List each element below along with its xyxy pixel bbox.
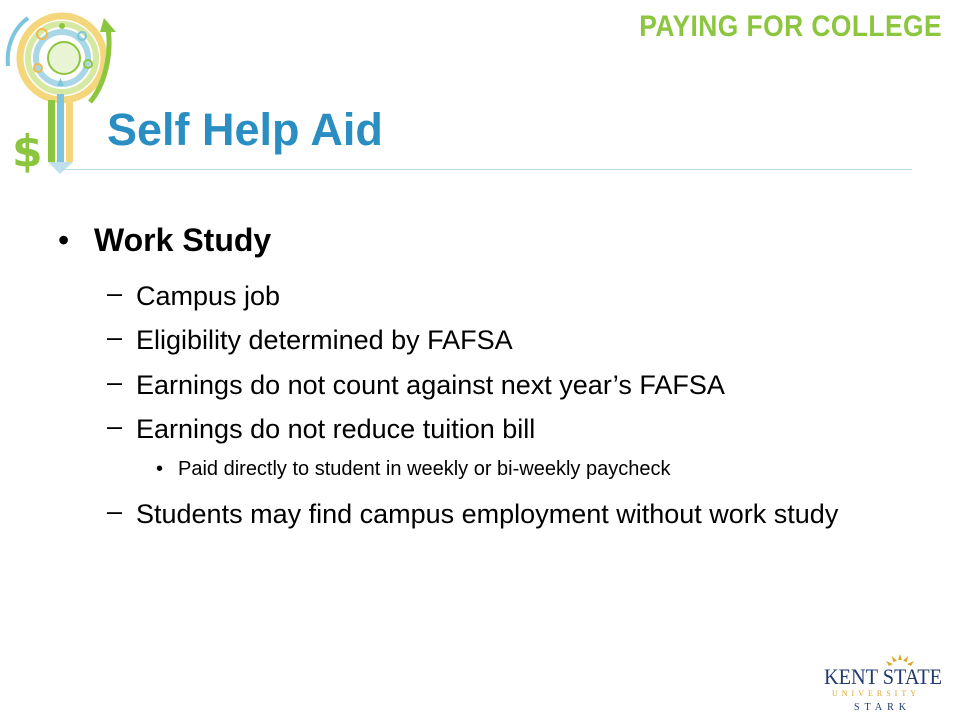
svg-text:STARK: STARK bbox=[854, 702, 911, 713]
bullet-text: Work Study bbox=[94, 222, 272, 258]
svg-text:KENT STATE: KENT STATE bbox=[824, 664, 942, 689]
dash-marker: – bbox=[107, 367, 123, 397]
slide-title: Self Help Aid bbox=[107, 104, 383, 155]
sub-bullet-text: Earnings do not count against next year’s FAFSA bbox=[136, 370, 725, 400]
svg-text:UNIVERSITY: UNIVERSITY bbox=[832, 689, 920, 698]
kent-state-logo bbox=[820, 650, 948, 714]
sub-bullet-text: Campus job bbox=[136, 281, 281, 311]
sub-sub-bullet-text: Paid directly to student in weekly or bi-weekly paycheck bbox=[178, 458, 671, 480]
bullet-marker: • bbox=[58, 222, 70, 258]
dash-marker: – bbox=[107, 496, 123, 526]
sub-bullet-text: Eligibility determined by FAFSA bbox=[136, 325, 513, 355]
dash-marker: – bbox=[107, 322, 123, 352]
bullet-marker: • bbox=[156, 458, 164, 480]
dash-marker: – bbox=[107, 278, 123, 308]
header-banner: PAYING FOR COLLEGE bbox=[639, 10, 942, 43]
dash-marker: – bbox=[107, 411, 123, 441]
sub-bullet-text: Earnings do not reduce tuition bill bbox=[136, 414, 536, 444]
svg-text:$: $ bbox=[12, 126, 43, 174]
sub-bullet-text: Students may find campus employment without work study bbox=[136, 499, 839, 529]
